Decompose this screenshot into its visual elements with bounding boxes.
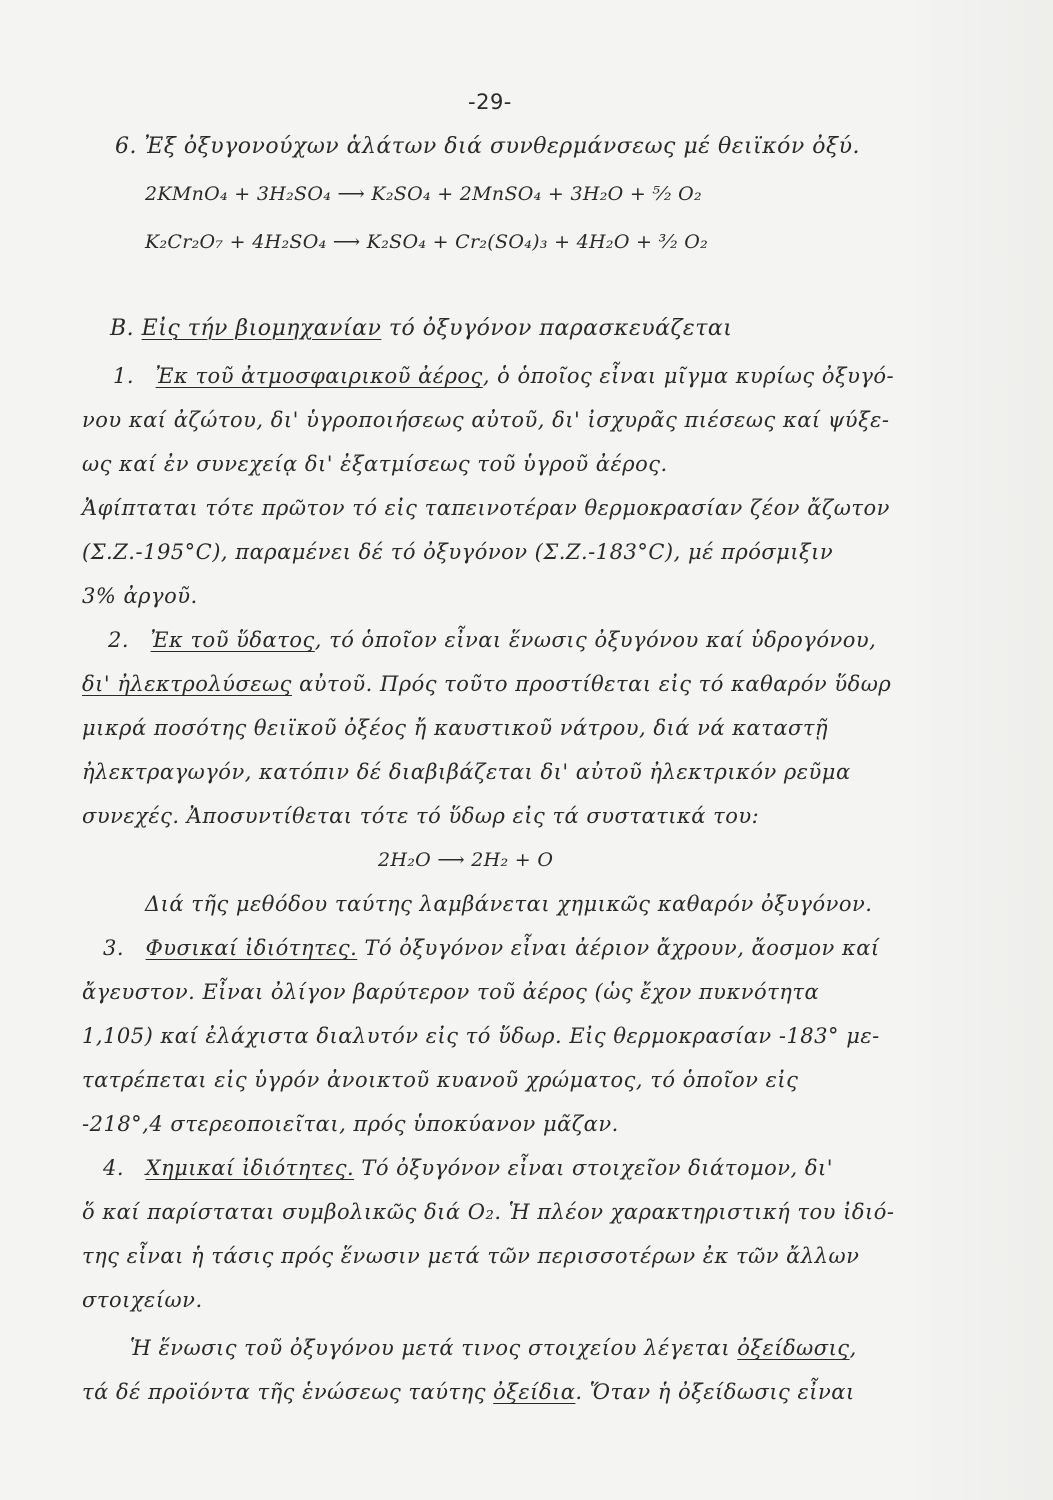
item3-title: Φυσικαί ἰδιότητες. — [145, 936, 358, 960]
item1-line6: 3% ἀργοῦ. — [82, 584, 198, 608]
item3-text: Τό ὀξυγόνον εἶναι ἀέριον ἄχρουν, ἄοσμον καί — [357, 936, 880, 960]
equation-k2cr2o7: K₂Cr₂O₇ + 4H₂SO₄ ⟶ K₂SO₄ + Cr₂(SO₄)₃ + 4H₂O + ³⁄₂ O₂ — [145, 231, 709, 253]
sectionB-title: Εἰς τήν βιομηχανίαν — [141, 316, 382, 341]
item4-line3: της εἶναι ἡ τάσις πρός ἕνωσιν μετά τῶν περισσοτέρων ἐκ τῶν ἄλλων — [82, 1244, 860, 1268]
oxidation-text2: τά δέ προϊόντα τῆς ἑνώσεως ταύτης — [82, 1380, 494, 1404]
oxidation-line1 — [130, 1334, 857, 1362]
equation-water: 2H₂O ⟶ 2H₂ + O — [378, 849, 554, 871]
item3-number: 3. — [103, 936, 125, 960]
oxidation-text3: . Ὅταν ἡ ὀξείδωσις εἶναι — [575, 1380, 855, 1404]
item4-number: 4. — [103, 1156, 125, 1180]
item2-line3: μικρά ποσότης θειϊκοῦ ὀξέος ἤ καυστικοῦ νάτρου, διά νά καταστῇ — [82, 716, 829, 740]
item2-line1 — [108, 626, 876, 654]
item1-title: Ἐκ τοῦ ἀτμοσφαιρικοῦ ἀέρος — [155, 364, 483, 388]
item3-line3: 1,105) καί ἐλάχιστα διαλυτόν εἰς τό ὕδωρ. Εἰς θερμοκρασίαν -183° με- — [82, 1024, 880, 1048]
item4-line1 — [103, 1154, 833, 1182]
item2-number: 2. — [108, 628, 130, 652]
item2-title: Ἐκ τοῦ ὕδατος — [150, 628, 315, 652]
item2-text: , τό ὁποῖον εἶναι ἕνωσις ὀξυγόνου καί ὑδρογόνου, — [314, 628, 877, 652]
item4-text: Τό ὀξυγόνον εἶναι στοιχεῖον διάτομον, δι' — [354, 1156, 834, 1180]
oxidation-line2 — [82, 1378, 855, 1406]
oxidation-comma: , — [849, 1336, 857, 1360]
item1-number: 1. — [113, 364, 135, 388]
item2-line6: Διά τῆς μεθόδου ταύτης λαμβάνεται χημικῶς καθαρόν ὀξυγόνον. — [145, 892, 873, 916]
item2-text2: αὐτοῦ. Πρός τοῦτο προστίθεται εἰς τό καθαρόν ὕδωρ — [291, 672, 892, 696]
item1-text: , ὁ ὁποῖος εἶναι μῖγμα κυρίως ὀξυγό- — [482, 364, 895, 388]
item4-line4: στοιχείων. — [82, 1288, 203, 1312]
item3-line5: -218°,4 στερεοποιεῖται, πρός ὑποκύανον μᾶζαν. — [82, 1112, 619, 1136]
item1-line3: ως καί ἐν συνεχείᾳ δι' ἐξατμίσεως τοῦ ὑγροῦ ἀέρος. — [82, 452, 668, 476]
item4-title: Χημικαί ἰδιότητες. — [145, 1156, 355, 1180]
item4-line2: ὅ καί παρίσταται συμβολικῶς διά O₂. Ἡ πλέον χαρακτηριστική του ἰδιό- — [82, 1200, 895, 1224]
sectionB-label: B. — [110, 316, 135, 341]
item6-heading — [115, 133, 860, 161]
item1-line5: (Σ.Ζ.-195°C), παραμένει δέ τό ὀξυγόνον (Σ.Ζ.-183°C), μέ πρόσμιξιν — [82, 540, 834, 564]
page-shadow — [903, 0, 1053, 1500]
oxidation-text1: Ἡ ἕνωσις τοῦ ὀξυγόνου μετά τινος στοιχείου λέγεται — [130, 1336, 738, 1360]
item2-line2 — [82, 670, 891, 698]
item1-line2: νου καί ἀζώτου, δι' ὑγροποιήσεως αὐτοῦ, δι' ἰσχυρᾶς πιέσεως καί ψύξε- — [82, 408, 890, 432]
item2-line5: συνεχές. Ἀποσυντίθεται τότε τό ὕδωρ εἰς τά συστατικά του: — [82, 804, 760, 828]
item6-title: Ἐξ ὀξυγονούχων ἁλάτων διά συνθερμάνσεως μέ θειϊκόν ὀξύ. — [144, 134, 861, 159]
item3-line1 — [103, 934, 880, 962]
item1-line4: Ἀφίπταται τότε πρῶτον τό εἰς ταπεινοτέραν θερμοκρασίαν ζέον ἄζωτον — [82, 496, 890, 520]
sectionB-rest: τό ὀξυγόνον παρασκευάζεται — [381, 316, 733, 341]
item1-line1 — [113, 362, 894, 390]
page-number: -29- — [468, 90, 512, 114]
item6-number: 6. — [115, 134, 137, 159]
equation-kmno4: 2KMnO₄ + 3H₂SO₄ ⟶ K₂SO₄ + 2MnSO₄ + 3H₂O + ⁵⁄₂ O₂ — [145, 183, 702, 205]
oxidation-term: ὀξείδωσις — [737, 1336, 850, 1360]
item2-electrolysis: δι' ἠλεκτρολύσεως — [82, 672, 292, 696]
item3-line2: ἄγευστον. Εἶναι ὀλίγον βαρύτερον τοῦ ἀέρος (ὡς ἔχον πυκνότητα — [82, 980, 820, 1004]
item2-line4: ἠλεκτραγωγόν, κατόπιν δέ διαβιβάζεται δι' αὐτοῦ ἠλεκτρικόν ρεῦμα — [82, 760, 851, 784]
item3-line4: τατρέπεται εἰς ὑγρόν ἀνοικτοῦ κυανοῦ χρώματος, τό ὁποῖον εἰς — [82, 1068, 799, 1092]
sectionB-heading — [110, 315, 732, 343]
oxides-term: ὀξείδια — [493, 1380, 576, 1404]
